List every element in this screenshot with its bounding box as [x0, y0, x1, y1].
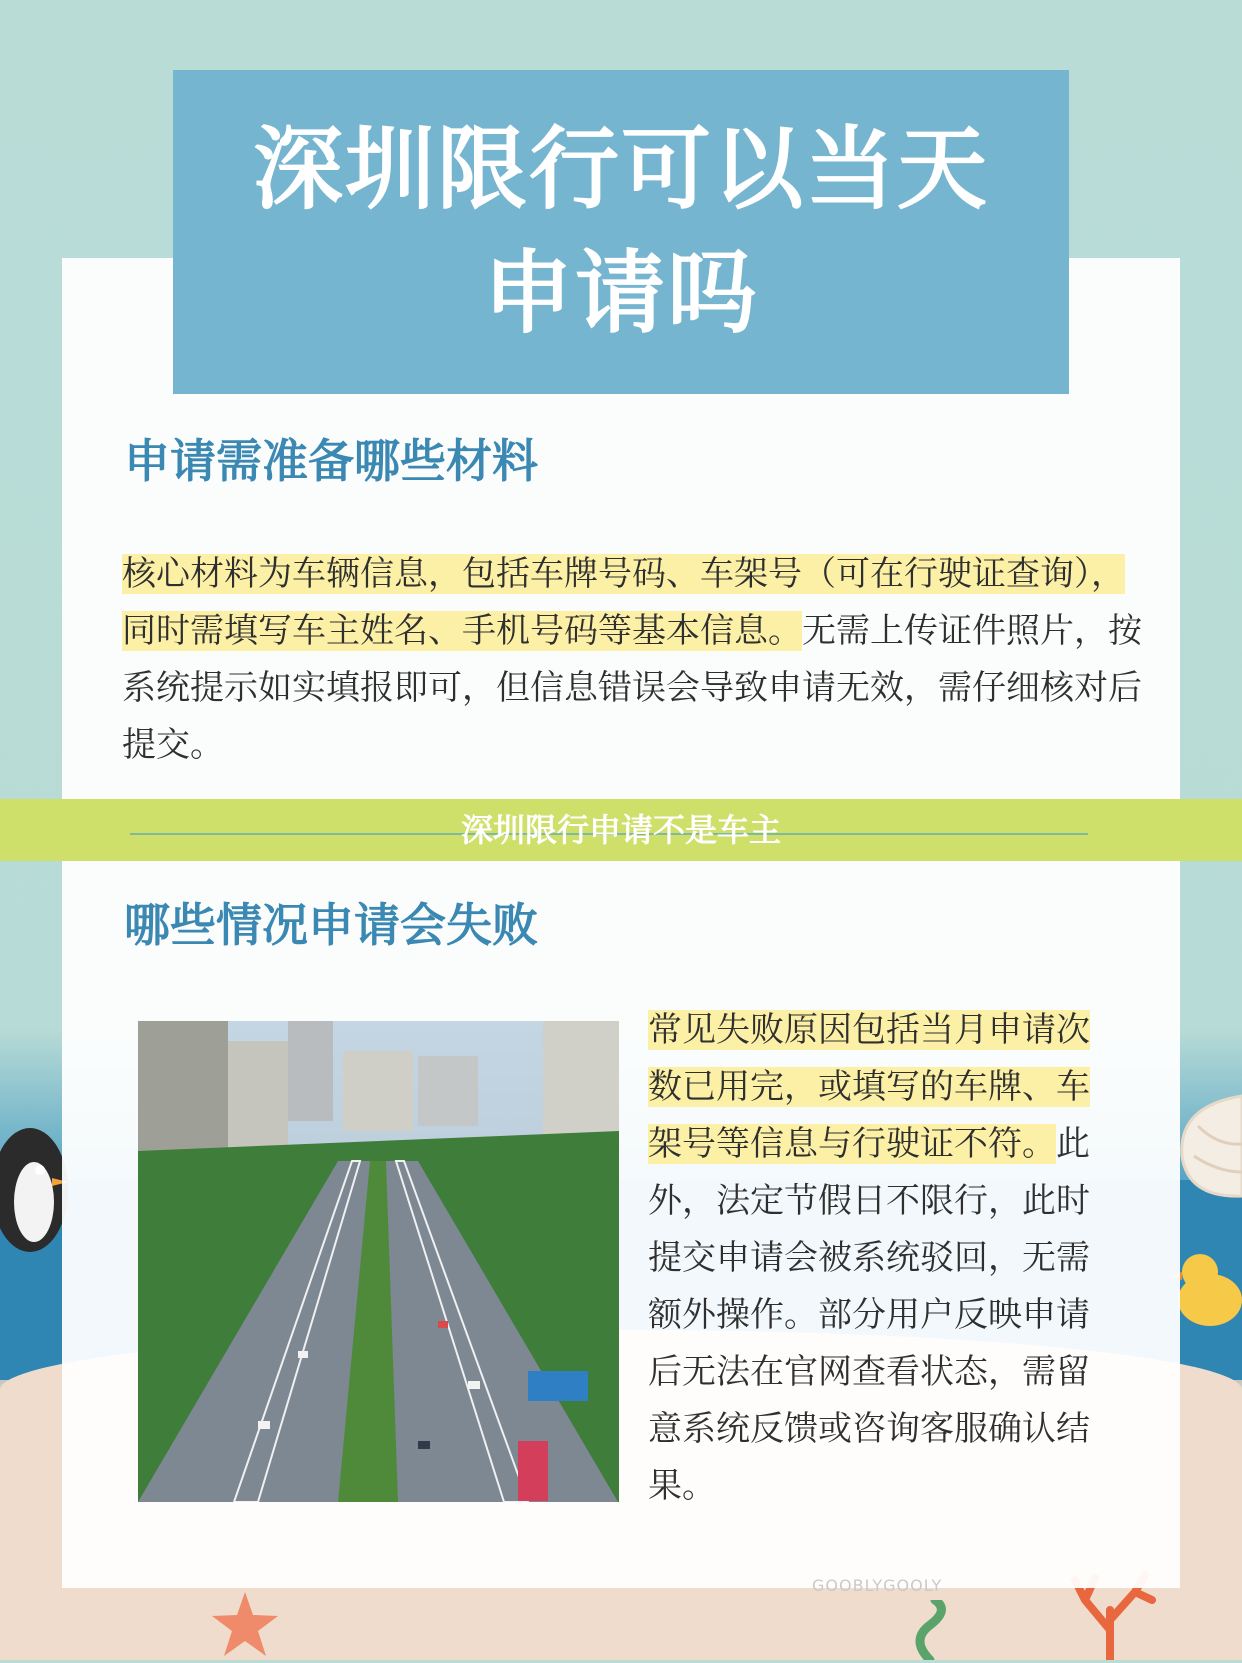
title-box: [173, 70, 1069, 394]
road-photo: [138, 1021, 619, 1502]
body-text: 此外，法定节假日不限行，此时提交申请会被系统驳回，无需额外操作。部分用户反映申请后无法在官网查看状态，需留意系统反馈或咨询客服确认结果。: [648, 1124, 1090, 1506]
page-title: 深圳限行可以当天申请吗: [253, 117, 989, 346]
watermark: GOOBLYGOOLY: [812, 1576, 943, 1595]
penguin-icon: [0, 1120, 70, 1260]
section-body-failures: [648, 1002, 1123, 1515]
section-heading-failures: 哪些情况申请会失败: [124, 898, 538, 952]
section-body-materials: [122, 546, 1142, 774]
banner-label: 深圳限行申请不是车主: [460, 811, 781, 849]
seaweed-icon: [900, 1600, 960, 1660]
starfish-icon: [210, 1590, 280, 1660]
section-heading-materials: 申请需准备哪些材料: [124, 434, 538, 488]
highlighted-text: 常见失败原因包括当月申请次数已用完，或填写的车牌、车架号等信息与行驶证不符。: [648, 1010, 1090, 1164]
highlighted-text: 核心材料为车辆信息，包括车牌号码、车架号（可在行驶证查询），同时需填写车主姓名、手机号码等基本信息。: [122, 554, 1125, 651]
body-text: 无需上传证件照片，按系统提示如实填报即可，但信息错误会导致申请无效，需仔细核对后提交。: [122, 611, 1142, 765]
